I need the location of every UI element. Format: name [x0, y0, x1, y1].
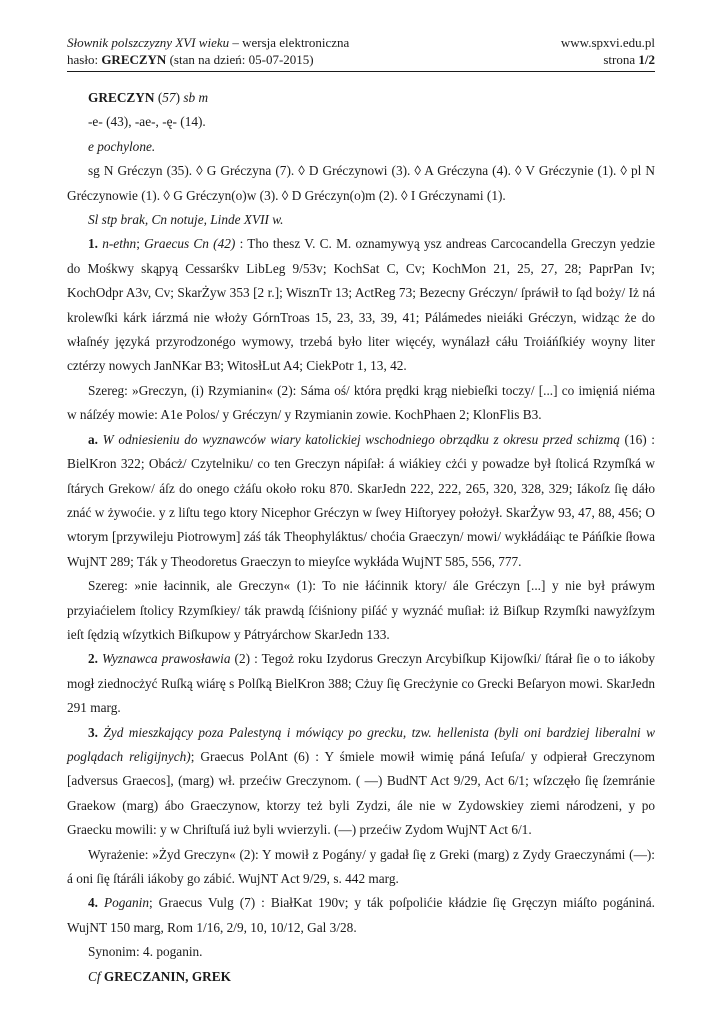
entry-label	[67, 51, 314, 68]
synonym-line: Synonim: 4. poganin.	[88, 944, 203, 960]
header-divider	[67, 71, 655, 72]
cf-words[interactable]: GRECZANIN, GREK	[103, 968, 231, 984]
sense-1-number: 1.	[88, 236, 98, 252]
grammar-tag: sb m	[183, 90, 209, 105]
cf-label: Cf	[88, 968, 101, 984]
sense-4-number: 4.	[88, 895, 98, 911]
sense-a-definition: W odniesieniu do wyznawców wiary katolickiej wschodniego obrządku z okresu przed schizmą	[102, 431, 620, 447]
sense-2	[67, 647, 655, 720]
page-indicator	[603, 51, 655, 68]
sense-2-definition: Wyznawca prawosławia	[102, 651, 231, 667]
dictionary-title-main: Słownik polszczyzny XVI wieku	[67, 35, 230, 50]
haslo-word: GRECZYN	[101, 52, 167, 67]
sense-1-latin: Graecus Cn (42)	[144, 236, 236, 252]
sense-3-text: ; Graecus PolAnt (6) : Y śmiele mowił wimię páná Ieſuſa/ y odpierał Greczynom [adversus Graecos], (marg) wł. przećiw Greczynom. ( —) BudNT Act 9/29, Act 6/1; wſzczęło ſię ſzemránie Graekow (marg) ábo Graeczynow, ktorzy też byli Zydzi, ále nie w Zydowskiey ziemi národzeni, y po Graecku mowili: y w Chriſtuſá iuż byli wvierzyli. (—) przećiw Zydom WujNT Act 6/1.	[67, 748, 655, 838]
cf-line	[67, 965, 655, 989]
sense-2-number: 2.	[88, 651, 98, 667]
haslo-label: hasło:	[67, 52, 102, 67]
sense-1-definition: n-ethn	[102, 236, 137, 252]
szereg-1: Szereg: »Greczyn, (i) Rzymianin« (2): Sáma oś/ która prędki krąg niebieſki toczy/ [...] co imięniá niéma w náſzéy mowie: A1e Polos/ y Gréczyn/ y Rzymianin zowie. KochPhaen 2; KlonFlis B3.	[67, 382, 655, 423]
sense-a	[67, 428, 655, 574]
sense-a-text: (16) : BielKron 322; Obácż/ Czytelniku/ co ten Greczyn nápiſał: á wiákiey cżći y powadze był ſtolicá Rzymſká w ſtárych Grekow/ áſz do onego cżáſu około roku 870. SkarJedn 222, 222, 265, 320, 328, 329; Iákoſz ſię dáło znáć w żywoćie. y z liſtu tego ktory Nicephor Gréczyn w ſwey Hiſtoryey położył. SkarŻyw 93, 47, 88, 456; O wtorym [przywileju Piotrowym] záś ták Theophyláktus/ choćia Graeczyn/ mowi/ wykłádáiąc te Páńſkie ſłowa WujNT 289; Ták y Theodoretus Graeczyn to mieyſce wykłáda WujNT 585, 556, 777.	[67, 431, 656, 569]
site-url[interactable]: www.spxvi.edu.pl	[560, 35, 655, 50]
sense-3	[67, 721, 655, 843]
inflection-paragraph: sg N Gréczyn (35). ◊ G Gréczyna (7). ◊ D Gréczynowi (3). ◊ A Gréczyna (4). ◊ V Gréczynie (1). ◊ pl N Gréczynowie (1). ◊ G Gréczyn(o)w (3). ◊ D Gréczyn(o)m (2). ◊ I Gréczynami (1).	[67, 163, 655, 203]
page-header	[67, 34, 655, 68]
sense-4	[67, 891, 655, 940]
entry-body	[67, 86, 655, 989]
sense-2-text: (2) : Tegoż roku Izydorus Greczyn Arcybiſkup Kijowſki/ ſtárał ſie o to iákoby mogł ziednocżyć Ruſką wiárę s Polſką BielKron 388; Cżuy ſię Grecżynie co Grecki Beſaryon mowi. SkarJedn 291 marg.	[67, 651, 655, 716]
forms-line: -e- (43), -ae-, -ę- (14).	[88, 114, 206, 130]
sense-1: 1. n-ethn; Graecus Cn (42) : Tho thesz V. C. M. oznamywyą ysz andreas Carcocandella Greczyn yedzie do Mośkwy skąpyą Cessarśkv LibLeg 9/53v; KochSat C, Cv; KochMon 21, 25, 27, 28; PaprPan Iv; KochOdpr A3v, Cv; SkarŻyw 353 [2 r.]; WisznTr 13; ActReg 73; Bezecny Gréczyn/ ſpráwił to ſąd boży/ Iż ná krolewſki kárk iárzmá nie włoży GórnTroas 15, 23, 33, 39, 41; Pálámedes nieiáki Gréczyn, widząc że do właſnéy języká przyrodzonégo wymowy, trzebá było liter więcéy, wynálazł cáłu Troiáńſkiéy woyny liter cztérzy nowych JanNKar B3; WitosłLut A4; CiekPotr 1, 13, 42.	[67, 236, 655, 374]
page-label: strona	[603, 52, 639, 67]
sources-line: Sl stp brak, Cn notuje, Linde XVII w.	[88, 212, 284, 228]
sense-3-number: 3.	[88, 724, 98, 740]
headword-line: GRECZYN (57) sb m	[88, 90, 209, 105]
pochylone-line: e pochylone.	[88, 138, 156, 154]
stan-date: (stan na dzień: 05-07-2015)	[166, 52, 314, 67]
sense-4-text: ; Graecus Vulg (7) : BiałKat 190v; y ták poſpolićie kłádzie ſię Gręczyn miáſto pogániná. WujNT 150 marg, Rom 1/16, 2/9, 10, 10/12, Gal 3/28.	[67, 895, 655, 935]
sense-4-definition: Poganin	[103, 895, 150, 911]
dictionary-title-rest: – wersja elektroniczna	[229, 35, 350, 50]
headword: GRECZYN	[88, 90, 155, 105]
sense-3-definition: Żyd mieszkający poza Palestyną i mówiący po grecku, tzw. hellenista (byli oni bardziej liberalni w poglądach religijnych)	[67, 724, 655, 764]
sense-1-text: : Tho thesz V. C. M. oznamywyą ysz andreas Carcocandella Greczyn yedzie do Mośkwy skąpyą Cessarśkv LibLeg 9/53v; KochSat C, Cv; KochMon 21, 25, 27, 28; PaprPan Iv; KochOdpr A3v, Cv; SkarŻyw 353 [2 r.]; WisznTr 13; ActReg 73; Bezecny Gréczyn/ ſpráwił to ſąd boży/ Iż ná krolewſki kárk iárzmá nie włoży GórnTroas 15, 23, 33, 39, 41; Pálámedes nieiáki Gréczyn, widząc że do właſnéy języká przyrodzonégo wymowy, trzebá było liter więcéy, wynálazł cáłu Troiáńſkiéy woyny liter cztérzy nowych JanNKar B3; WitosłLut A4; CiekPotr 1, 13, 42.	[67, 236, 655, 374]
wyrazenie: Wyrażenie: »Żyd Greczyn« (2): Y mowił z Pogány/ y gadał ſię z Greki (marg) z Zydy Graeczynámi (—): á oni ſię ſtáráli iákoby go zábić. WujNT Act 9/29, s. 442 marg.	[67, 846, 655, 886]
headword-count: 57	[162, 90, 176, 105]
dictionary-title	[67, 34, 349, 51]
szereg-2: Szereg: »nie łacinnik, ale Greczyn« (1): To nie łáćinnik ktory/ ále Gréczyn [...] y nie był práwym przyiaćielem ſtolicy Rzymſkiey/ ták prawdą ſćiśniony piſáć y wyznáć muſiał: iż Biſkup Rzymſki nawyżſzym ieſt ſędzią wſzytkich Biſkupow y Pátryárchow SkarJedn 133.	[67, 578, 655, 642]
page-number: 1/2	[638, 52, 655, 67]
sense-a-number: a.	[88, 431, 98, 447]
